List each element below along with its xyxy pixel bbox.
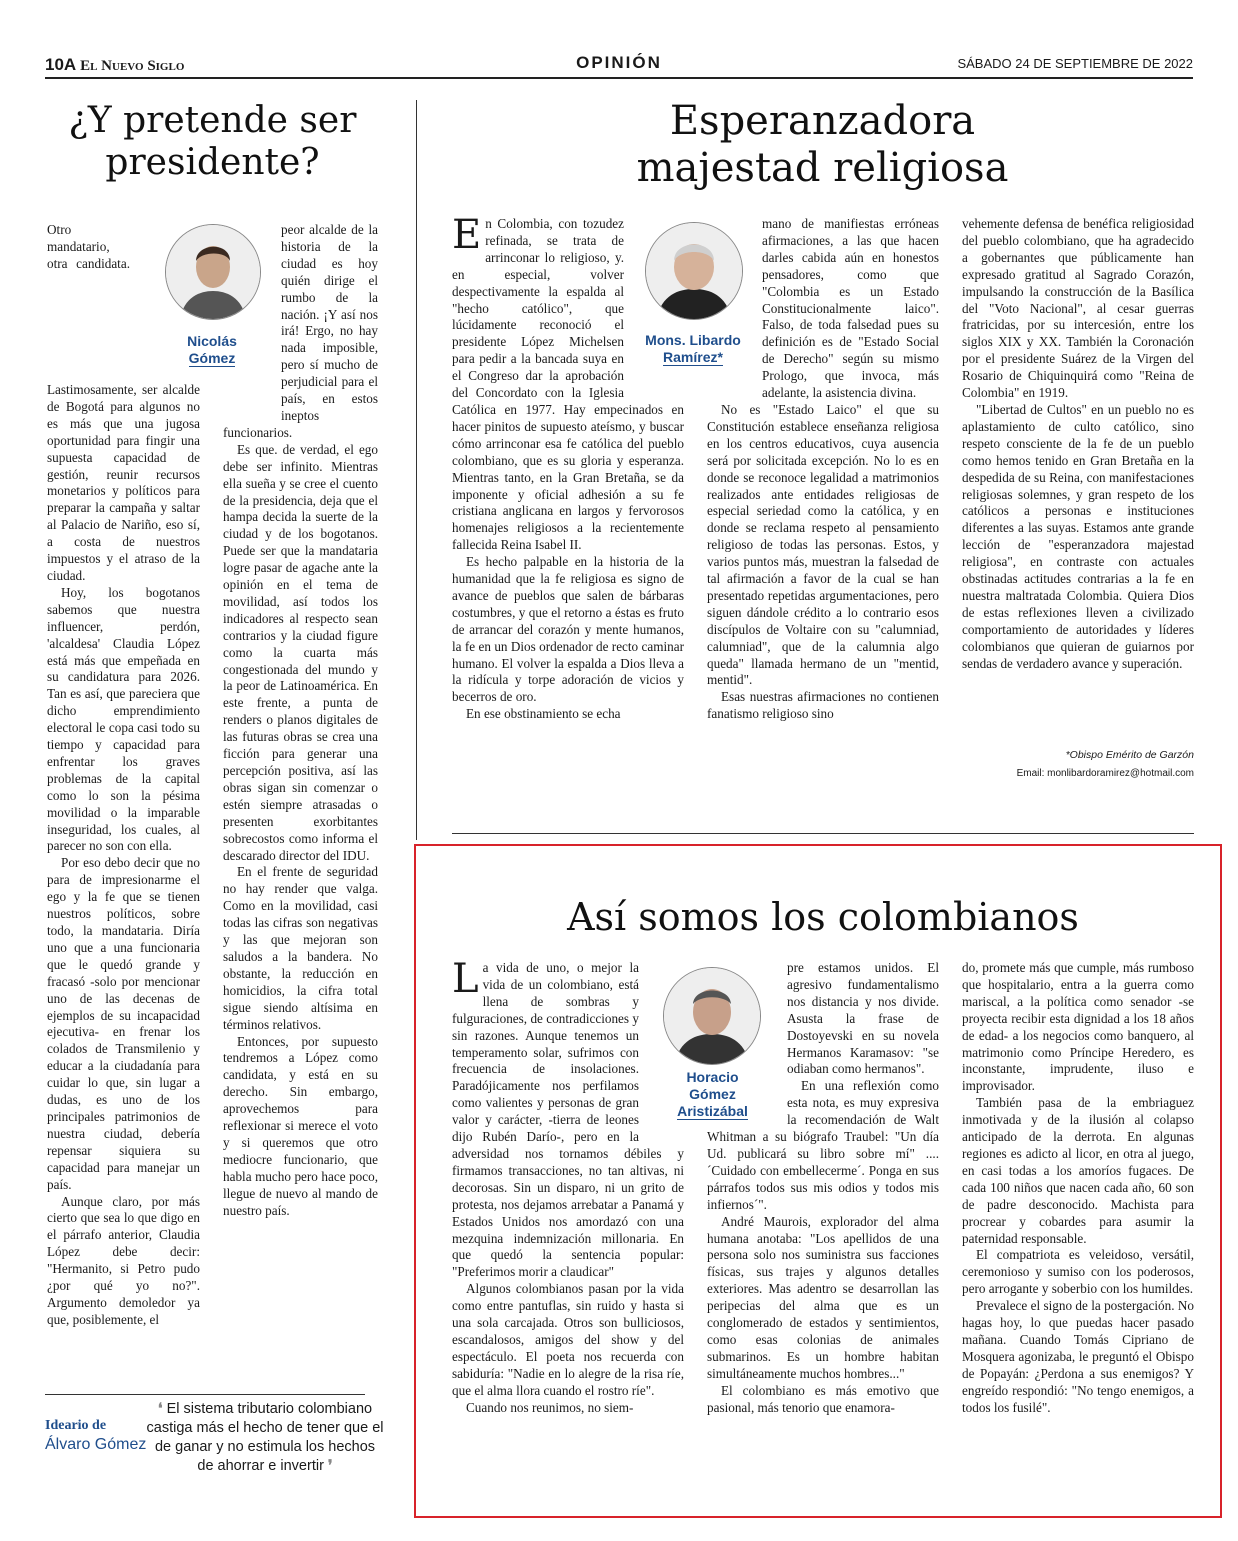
header-rule bbox=[45, 77, 1193, 79]
ideario-quote: ❛ El sistema tributario colombiano castiga más el hecho de tener que el de ganar y no estimula los hechos de ahorrar e invertir ❜ bbox=[146, 1401, 384, 1474]
article3-paragraph: André Maurois, explorador del alma humana anotaba: "Los apellidos de una persona solo nos suministra sus facciones físicas, sus trajes y algunos detalles exteriores. Mas adentro se desarrollan las peripecias del alma que es un conglomerado de estados y sentimientos, como esas colonias de animales submarinos. Es un hombre habitan simultáneamente muchos hombres..." bbox=[707, 1213, 939, 1381]
article1-paragraph: Entonces, por supuesto tendremos a López como candidata, y está en su derecho. Sin embargo, aprovechemos para reflexionar si merece el voto y si queremos que otro mediocre funcionario, que habla mucho pero hace poco, llegue de nuevo al mando de nuestro país. bbox=[223, 1033, 378, 1218]
article2-column-3 bbox=[962, 216, 1194, 672]
article-divider bbox=[452, 833, 1194, 834]
article1-paragraph: Aunque claro, por más cierto que sea lo que digo en el párrafo anterior, Claudia López debe decir: "Hermanito, si Petro pudo ¿por qué yo no?". Argumento demoledor ya que, posiblemente, el bbox=[47, 1193, 200, 1327]
article3-paragraph: En una reflexión como esta nota, es muy expresiva la recomendación de Walt Whitman a su biógrafo Traubel: "Un día Ud. publicará su libro sobre mí" .... ´Cuidado con embellecerme´. Ponga en sus párrafos todos sus mis odios y todos mis infiernos´". bbox=[707, 1078, 939, 1212]
article3-title: Así somos los colombianos bbox=[567, 895, 1079, 939]
article3-paragraph: Cuando nos reunimos, no siem- bbox=[466, 1399, 634, 1415]
article2-title: Esperanzadora majestad religiosa bbox=[636, 98, 1009, 192]
ideario-rule bbox=[45, 1394, 365, 1395]
article3-paragraph: También pasa de la embriaguez inmotivada y de la ilusión al colapso anticipado de la derrota. En algunas regiones es adicto al licor, en otra al juego, en casi todas a los amoríos fugaces. De cada 100 niños que nacen cada año, 60 son de padre desconocido. Machista para procrear y cobardes para asumir la paternidad responsable. bbox=[962, 1095, 1194, 1246]
article1-column-1 bbox=[47, 222, 200, 1329]
article3-column-1 bbox=[452, 956, 684, 1416]
article2-column-2 bbox=[707, 216, 939, 723]
article1-author: Nicolás Gómez bbox=[187, 333, 237, 366]
article3-paragraph: Algunos colombianos pasan por la vida como entre pantuflas, sin ruido y hasta si una sola carcajada. Otros son bulliciosos, escandalosos, amigos del show y del espectáculo. El poeta nos recuerda con sabiduría: "Nadie en lo alegre de la risa ríe, que el alma llora cuando el rostro ríe". bbox=[452, 1281, 684, 1398]
article2-paragraph: "Libertad de Cultos" en un pueblo no es aplastamiento de culto católico, sino respeto consciente de la fe de un pueblo como hemos tenido en Gran Bretaña en la despedida de su Reina, con manifestaciones religiosas solemnes, y gran respeto de los católicos a personas e instituciones diferentes a las suyas. Estamos ante grande lección de "esperanzadora majestad religiosa", en contraste con actuales obstinadas actitudes contrarias a la fe en nuestra maltratada Colombia. Quiera Dios de estas reflexiones lleven a civilizado comportamiento de autoridades y líderes colombianos que quieran de guiarnos por sendas de verdadero avance y superación. bbox=[962, 401, 1194, 671]
article2-paragraph: Es hecho palpable en la historia de la humanidad que la fe religiosa es signo de avance de pueblos que salen de bárbaras costumbres, y que el retorno a éstas es fruto de arrancar del corazón y mente humanos, la fe en un Dios ordenador de recto caminar humano. El volver la espalda a Dios lleva a la ridícula y torpe adoración de vicios y becerros de oro. bbox=[452, 554, 684, 705]
author-email[interactable]: Email: monlibardoramirez@hotmail.com bbox=[1016, 768, 1194, 779]
article2-paragraph: mano de manifiestas erróneas afirmaciones, a las que hacen darles cabida aún en honestos pensadores, como que "Colombia es un Estado Constitucionalmente laico". Falso, de toda falsedad pues su definición es de "Estado Social de Derecho" según su mismo Prologo, que invoca, más adelante, la asistencia divina. bbox=[762, 216, 939, 401]
article2-paragraph: vehemente defensa de benéfica religiosidad del pueblo colombiano, que ha agradecido a gobernantes que públicamente han expresado gratitud al Sagrado Corazón, impulsando la construcción de la Basílica del "Voto Nacional", al cesar guerras fratricidas, por su intercesión, entre los siglos XIX y XX. También la Coronación por el presidente Suárez de la Virgen del Rosario de Chiquinquirá como "Reina de Colombia" en 1919. bbox=[962, 216, 1194, 401]
article2-author: Mons. Libardo Ramírez* bbox=[645, 332, 741, 365]
open-quote-icon: ❛ bbox=[157, 1401, 167, 1417]
page-number: 10A bbox=[45, 55, 77, 74]
article1-paragraph: peor alcalde de la historia de la ciudad es hoy quién dirige el rumbo de la nación. ¡Y así nos irá! Ergo, no hay nada imposible, pero sí mucho de perjudicial para el país, en estos ineptos funcionarios. bbox=[223, 222, 378, 440]
article2-paragraph: En ese obstinamiento se echa bbox=[466, 706, 621, 722]
article3-paragraph: Prevalece el signo de la postergación. No hagas hoy, lo que puedas hacer pasado mañana. Cuando Tomás Cipriano de Mosquera agonizaba, le preguntó el Obispo de Popayán: ¿Perdona a sus enemigos? Y engreído respondió: "No tengo enemigos, a todos los fusilé". bbox=[962, 1298, 1194, 1415]
article2-column-1 bbox=[452, 212, 684, 723]
article2-paragraph: En Colombia, con tozudez refinada, se trata de arrinconar lo religioso, y. en especial, volver despectivamente la espalda al "hecho católico", que lúcidamente reconoció el presidente López Michelsen para pedir a la bancada suya en el Congreso dar la aprobación del Concordato con la Iglesia Católica en 1977. Hay empecinados en hacer pinitos de supuesto ateísmo, y buscar cómo arrinconar esa fe católica del pueblo colombiano, que es su gloria y esperanza. Mientras tanto, en la Gran Bretaña, se da imponente y oficial adhesión a su fe cristiana anglicana en largos y fervorosos homenajes religiosos a la recientemente fallecida Reina Isabel II. bbox=[452, 212, 684, 553]
section-title: OPINIÓN bbox=[576, 53, 662, 72]
issue-date: SÁBADO 24 DE SEPTIEMBRE DE 2022 bbox=[957, 56, 1193, 71]
article3-paragraph: La vida de uno, o mejor la vida de un colombiano, está llena de sombras y fulguraciones, de contradicciones y sin razones. Aunque tenemos un temperamento solar, sufrimos con frecuencia de insolaciones. Paradójicamente nos perfilamos como valientes y personas de gran valor y carácter, -tierra de leones dijo Rubén Darío-, pero en la adversidad nos tornamos débiles y firmamos transacciones, no tan altivas, ni decorosas. Sin un disparo, ni un grito de protesta, nos dejamos arrebatar a Panamá y Estados Unidos nos amordazó con una mezquina indemnización millonaria. En que quedó la sentencia popular: "Preferimos morir a claudicar" bbox=[452, 956, 684, 1280]
article1-title: ¿Y pretende ser presidente? bbox=[68, 100, 357, 184]
author-note: *Obispo Emérito de Garzón bbox=[1065, 749, 1194, 761]
article3-column-2 bbox=[707, 960, 939, 1416]
article1-paragraph: Por eso debo decir que no para de impresionarme el ego y la fe que se tienen nuestros políticos, sobre todo, la mandataria. Diría uno que a una funcionaria que le quedó grande y fracasó -solo por mencionar uno de las decenas de ejemplos de su incapacidad ejecutiva- en frenar los colados de Transmilenio y educar a la ciudadanía para cuidar lo que, sin lugar a dudas, es uno de los principales patrimonios de nuestra ciudad, debería repensar siquiera su capacidad para manejar un país. bbox=[47, 855, 200, 1192]
article1-paragraph: En el frente de seguridad no hay render que valga. Como en la movilidad, casi todas las cifras son negativas y las que mejoran son saludos a la bandera. No obstante, la reducción en homicidios, la cifra total sigue siendo altísima en términos relativos. bbox=[223, 864, 378, 1032]
article3-paragraph: El compatriota es veleidoso, versátil, ceremonioso y sumiso con los poderosos, pero arrogante y soberbio con los humildes. bbox=[962, 1247, 1194, 1297]
article1-paragraph: Otro mandatario, otra candidata. Lastimosamente, ser alcalde de Bogotá para algunos no es más que una jugosa oportunidad para fingir una supuesta capacidad de gestión, reunir recursos monetarios y políticos para preparar la campaña y saltar al Palacio de Nariño, eso sí, a costa de nuestros impuestos y el atraso de la ciudad. bbox=[47, 222, 200, 583]
ideario-label: Ideario de Álvaro Gómez bbox=[45, 1418, 147, 1453]
article2-paragraph: No es "Estado Laico" el que su Constitución establece enseñanza religiosa en los centros educativos, cuya ausencia será por solicitada excepción. No lo es en donde se reconoce legalidad a matrimonios realizados ante entidades religiosas de especial seriedad como la católica, y en donde se reclama respeto al pensamiento religioso de todas las personas. Estos, y varios puntos más, muestran la falsedad de tal afirmación a favor de la cual se han presentado repetidas argumentaciones, pero siguen dándole crédito a lo contrario esos discípulos de Voltaire con su "calumniad, calumniad", que de la calumnia algo queda" llamada hermano de un "mentid, mentid". bbox=[707, 401, 939, 688]
article3-paragraph: El colombiano es más emotivo que pasional, más tenorio que enamora- bbox=[707, 1382, 939, 1415]
article3-author: Horacio Gómez Aristizábal bbox=[677, 1069, 748, 1119]
article1-paragraph: Es que. de verdad, el ego debe ser infinito. Mientras ella sueña y se cree el cuento de la presidencia, deja que el hampa decida la suerte de la ciudad y de los bogotanos. Puede ser que la mandataria logre pasar de agache ante la opinión en el tema de movilidad, así todos los indicadores al respecto sean contrarios y la ciudad figure como la cuarta más congestionada del mundo y la peor de Latinoamérica. En este frente, a punta de renders o planos digitales de las futuras obras se crea una ficción para generar una percepción positiva, así las obras sigan sin comenzar o estén siempre atrasadas o presenten exorbitantes sobrecostos como informa el descarado director del IDU. bbox=[223, 441, 378, 863]
article1-column-2 bbox=[223, 222, 378, 1219]
column-divider bbox=[416, 100, 417, 840]
newspaper-name: El Nuevo Siglo bbox=[80, 58, 185, 74]
article2-paragraph: Esas nuestras afirmaciones no contienen fanatismo religioso sino bbox=[707, 689, 939, 722]
page-header bbox=[45, 55, 1193, 75]
article3-paragraph: pre estamos unidos. El agresivo fundamentalismo nos distancia y nos divide. Asusta la frase de Dostoyevski en su novela Hermanos Karamasov: "se odiaban como hermanos". bbox=[787, 960, 939, 1077]
article1-paragraph: Hoy, los bogotanos sabemos que nuestra influencer, perdón, 'alcaldesa' Claudia López está más que empeñada en su candidatura para 2026. Tan es así, que pareciera que dicho emprendimiento electoral le copa casi todo su tiempo y capacidad para enfrentar los graves problemas de la capital como lo son la pésima movilidad o la imparable inseguridad, los cuales, al parecer no son con ella. bbox=[47, 584, 200, 854]
article3-column-3 bbox=[962, 960, 1194, 1416]
close-quote-icon: ❜ bbox=[323, 1458, 333, 1474]
article3-paragraph: do, promete más que cumple, más rumboso que hospitalario, entra a la guerra como mariscal, a la política como senador -se proyecta recibir esta dignidad a los 18 años de edad- a los negocios como banquero, al matrimonio como Príncipe Heredero, es inconstante, imprudente, iluso e improvisador. bbox=[962, 960, 1194, 1094]
